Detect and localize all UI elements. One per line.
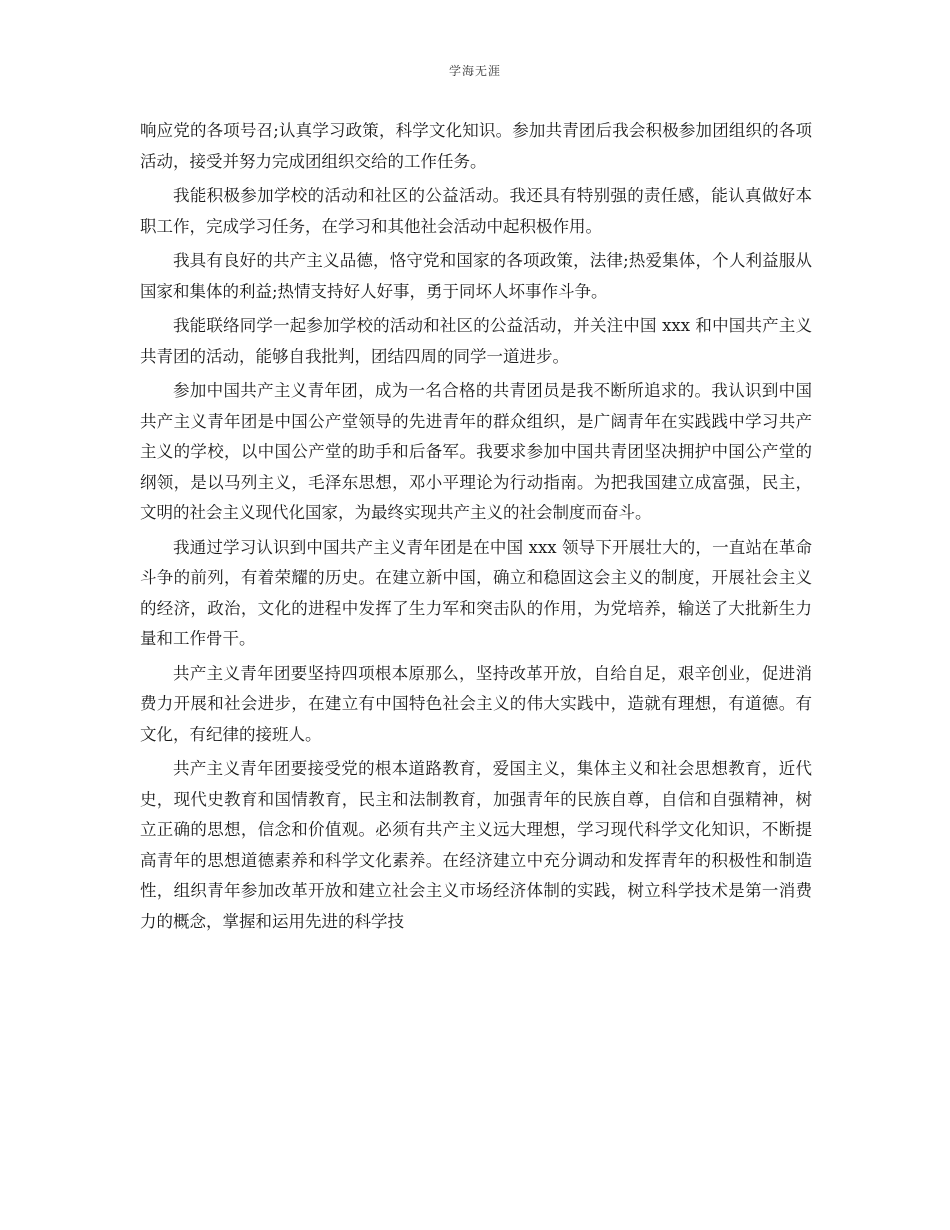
page-header: 学海无涯 — [448, 64, 501, 78]
paragraph-7: 共产主义青年团要坚持四项根本原那么，坚持改革开放，自给自足，艰辛创业，促进消费力开展和社会进步，在建立有中国特色社会主义的伟大实践中，造就有理想，有道德。有文化，有纪律的接班人。 — [140, 663, 812, 744]
paragraph-3: 我具有良好的共产主义品德，恪守党和国家的各项政策，法律;热爱集体，个人利益服从国家和集体的利益;热情支持好人好事，勇于同坏人坏事作斗争。 — [140, 251, 812, 301]
document-body — [140, 116, 812, 941]
paragraph-2: 我能积极参加学校的活动和社区的公益活动。我还具有特别强的责任感，能认真做好本职工作，完成学习任务，在学习和其他社会活动中起积极作用。 — [140, 186, 812, 236]
paragraph-8: 共产主义青年团要接受党的根本道路教育，爱国主义，集体主义和社会思想教育，近代史，现代史教育和国情教育，民主和法制教育，加强青年的民族自尊，自信和自强精神，树立正确的思想，信念和价值观。必须有共产主义远大理想，学习现代科学文化知识，不断提高青年的思想道德素养和科学文化素养。在经济建立中充分调动和发挥青年的积极性和制造性，组织青年参加改革开放和建立社会主义市场经济体制的实践，树立科学技术是第一消费力的概念，掌握和运用先进的科学技 — [140, 759, 812, 931]
paragraph-6: 我通过学习认识到中国共产主义青年团是在中国 xxx 领导下开展壮大的，一直站在革命斗争的前列，有着荣耀的历史。在建立新中国，确立和稳固这会主义的制度，开展社会主义的经济，政治，文化的进程中发挥了生力军和突击队的作用，为党培养，输送了大批新生力量和工作骨干。 — [140, 537, 812, 648]
paragraph-4: 我能联络同学一起参加学校的活动和社区的公益活动，并关注中国 xxx 和中国共产主义共青团的活动，能够自我批判，团结四周的同学一道进步。 — [140, 316, 812, 366]
paragraph-5: 参加中国共产主义青年团，成为一名合格的共青团员是我不断所追求的。我认识到中国共产主义青年团是中国公产堂领导的先进青年的群众组织，是广阔青年在实践践中学习共产主义的学校，以中国公产堂的助手和后备军。我要求参加中国共青团坚决拥护中国公产堂的纲领，是以马列主义，毛泽东思想，邓小平理论为行动指南。为把我国建立成富强，民主，文明的社会主义现代化国家，为最终实现共产主义的社会制度而奋斗。 — [140, 381, 812, 522]
paragraph-1: 响应党的各项号召;认真学习政策，科学文化知识。参加共青团后我会积极参加团组织的各项活动，接受并努力完成团组织交给的工作任务。 — [140, 121, 812, 171]
